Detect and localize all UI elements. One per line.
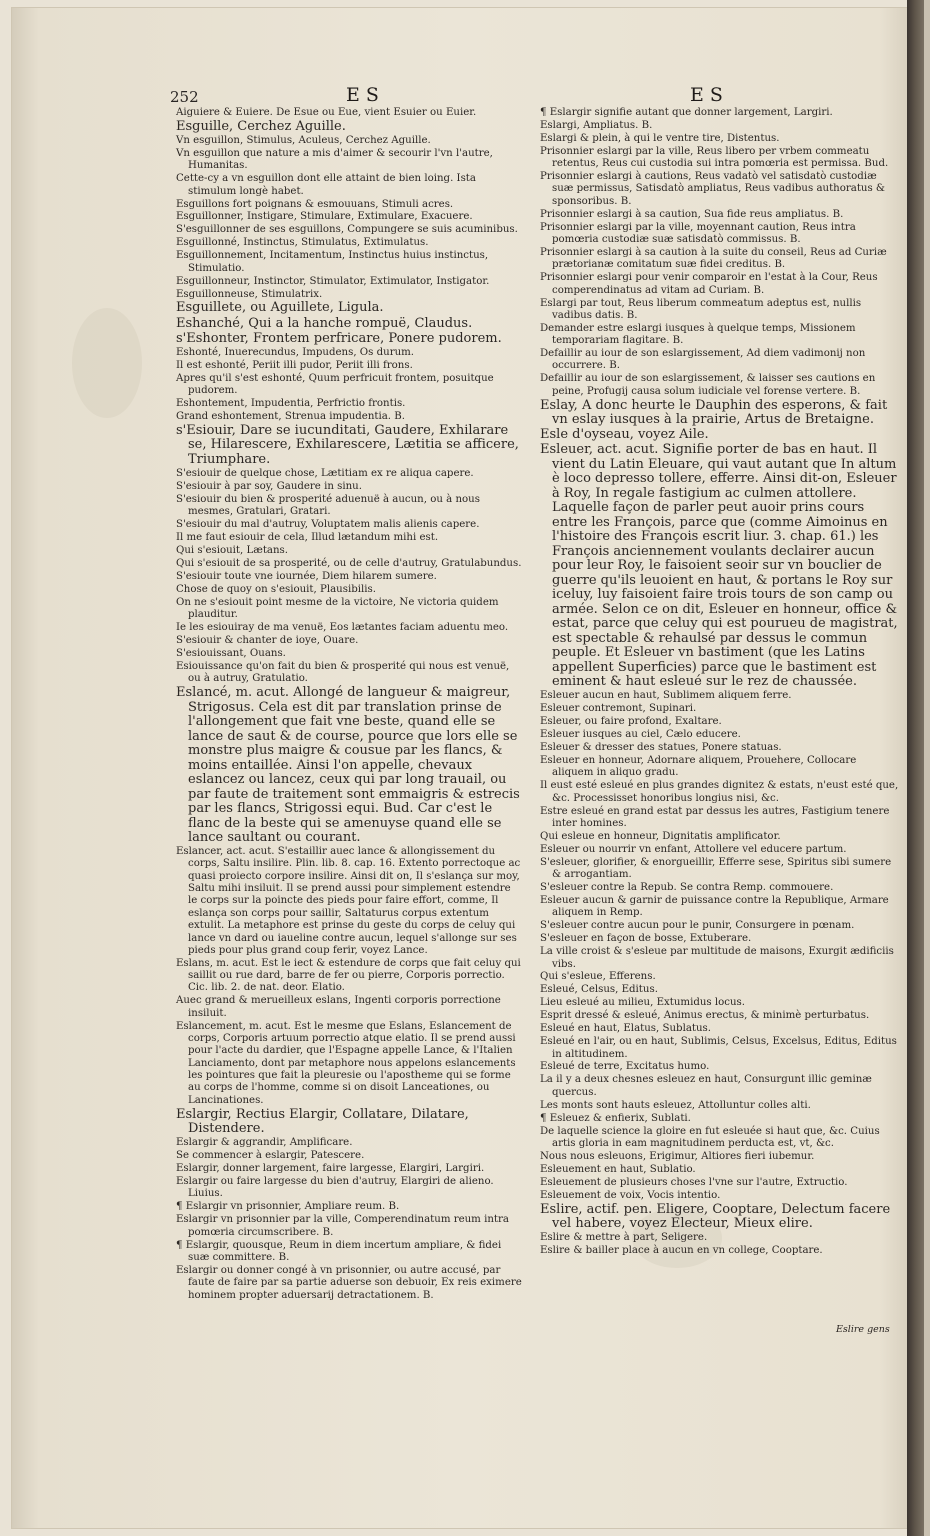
dictionary-entry: De laquelle science la gloire en fut esleuée si haut que, &c. Cuius artis gloria in eam magnitudinem perducta est, vt, &c. [540, 1125, 880, 1149]
dictionary-entry: Eslancé, m. acut. Allongé de langueur & maigreur, Strigosus. Cela est dit par translation prinse de l'allongement que fait vne beste, quand elle se lance de saut & de course, pource que lors elle se monstre plus maigre & cousue par les flancs, & moins entaillée. Ainsi l'on appelle, chevaux eslancez ou lancez, ceux qui par long trauail, ou par faute de traitement sont emmaigris & estrecis par les flancs, Strigossi equi. Bud. Car c'est le flanc de la beste qui se amenuyse quand elle se lance saultant ou courant. [176, 685, 520, 845]
dictionary-entry: Chose de quoy on s'esiouit, Plausibilis. [176, 583, 376, 595]
binding-strip [924, 0, 930, 1536]
dictionary-entry: Vn esguillon que nature a mis d'aimer & secourir l'vn l'autre, Humanitas. [176, 147, 493, 172]
dictionary-entry: Esleué en haut, Elatus, Sublatus. [540, 1023, 712, 1035]
dictionary-entry: Esleuer ou nourrir vn enfant, Attollere vel educere partum. [540, 843, 847, 855]
dictionary-entry: S'esiouir toute vne iournée, Diem hilarem sumere. [176, 570, 437, 582]
dictionary-entry: Auec grand & merueilleux eslans, Ingenti corporis porrectione insiluit. [176, 995, 501, 1019]
dictionary-entry: Eslargi par tout, Reus liberum commeatum adeptus est, nullis vadibus datis. B. [540, 297, 862, 321]
dictionary-entry: Esguillonnement, Incitamentum, Instinctus huius instinctus, Stimulatio. [176, 250, 489, 274]
dictionary-entry: Esleué de terre, Excitatus humo. [540, 1061, 710, 1073]
dictionary-entry: Eshontement, Impudentia, Perfrictio frontis. [176, 397, 406, 409]
dictionary-entry: Esprit dressé & esleué, Animus erectus, & minimè perturbatus. [540, 1010, 870, 1022]
book-binding-edge [907, 0, 930, 1536]
dictionary-entry: Vn esguillon, Stimulus, Aculeus, Cerchez Aguille. [176, 135, 431, 147]
dictionary-entry: s'Esiouir, Dare se iucunditati, Gaudere, Exhilarare se, Hilarescere, Exhilarescere, Lætitia se afficere, Triumphare. [176, 422, 519, 467]
dictionary-entry: S'esiouir du bien & prosperité aduenuë à aucun, ou à nous mesmes, Gratulari, Gratari. [176, 493, 480, 518]
dictionary-entry: Eslargir, Rectius Elargir, Collatare, Dilatare, Distendere. [176, 1106, 469, 1137]
dictionary-entry: Esle d'oyseau, voyez Aile. [540, 427, 709, 443]
dictionary-entry: Esleuer aucun & garnir de puissance contre la Republique, Armare aliquem in Remp. [540, 895, 889, 919]
dictionary-entry: Les monts sont hauts esleuez, Attolluntur colles alti. [540, 1099, 811, 1111]
dictionary-entry: S'esiouir de quelque chose, Lætitiam ex re aliqua capere. [176, 467, 474, 479]
dictionary-entry: Defaillir au iour de son eslargissement, & laisser ses cautions en peine, Profugij causa solum iudiciale vel forense vertere. B. [540, 373, 876, 397]
dictionary-entry: Eslargir ou faire largesse du bien d'autruy, Elargiri de alieno. Liuius. [176, 1176, 494, 1200]
page-number: 252 [170, 88, 199, 106]
dictionary-entry: Cette-cy a vn esguillon dont elle attaint de bien loing. Ista stimulum longè habet. [176, 173, 476, 197]
dictionary-entry: S'esiouissant, Ouans. [176, 647, 286, 659]
dictionary-entry: Esleuement de plusieurs choses l'vne sur l'autre, Extructio. [540, 1176, 848, 1188]
dictionary-entry: Eslancement, m. acut. Est le mesme que Eslans, Eslancement de corps, Corporis artuum porrectio atque elatio. Il se prend aussi pour l'acte du dardier, que l'Espagne appelle Lance, & l'Italien Lanciamento, dont par metaphore nous appelons eslancements les pointures que fait la pleuresie ou l'apostheme qui se forme au corps de l'homme, comme si on disoit Lanceationes, ou Lancinationes. [176, 1020, 516, 1106]
dictionary-entry: Prisonnier eslargi pour venir comparoir en l'estat à la Cour, Reus comperendinatus ad vitam ad Curiam. B. [540, 272, 878, 296]
dictionary-entry: Demander estre eslargi iusques à quelque temps, Missionem temporariam flagitare. B. [540, 322, 856, 347]
dictionary-entry: S'esleuer contre la Repub. Se contra Remp. commouere. [540, 882, 834, 894]
dictionary-entry: Esguillete, ou Aguillete, Ligula. [176, 300, 384, 316]
dictionary-entry: Eslire & mettre à part, Seligere. [540, 1232, 708, 1244]
dictionary-entry: S'esiouir du mal d'autruy, Voluptatem malis alienis capere. [176, 519, 480, 530]
dictionary-entry: Esleuer contremont, Supinari. [540, 703, 697, 715]
running-head-left: ES [346, 84, 385, 106]
left-column [176, 107, 522, 1303]
dictionary-entry: La ville croist & s'esleue par multitude de maisons, Exurgit ædificiis vibs. [540, 946, 894, 970]
dictionary-entry: Esguillonné, Instinctus, Stimulatus, Extimulatus. [176, 237, 429, 249]
dictionary-entry: Eshonté, Inuerecundus, Impudens, Os durum. [176, 346, 415, 358]
dictionary-entry: Esleuer en honneur, Adornare aliquem, Prouehere, Collocare aliquem in aliquo gradu. [540, 755, 857, 779]
dictionary-entry: Prisonnier eslargi par la ville, moyennant caution, Reus intra pomœria custodiæ suæ satisdatò commissus. B. [540, 221, 856, 245]
dictionary-entry: s'Eshonter, Frontem perfricare, Ponere pudorem. [176, 330, 502, 346]
catchword: Eslire gens [836, 1324, 890, 1335]
dictionary-entry: Qui s'esiouit, Lætans. [176, 544, 289, 556]
dictionary-entry: S'esguillonner de ses esguillons, Compungere se suis acuminibus. [176, 224, 518, 236]
dictionary-entry: Apres qu'il s'est eshonté, Quum perfricuit frontem, posuitque pudorem. [176, 372, 494, 396]
dictionary-entry: Nous nous esleuons, Erigimur, Altiores fieri iubemur. [540, 1150, 815, 1162]
dictionary-entry: Esleué en l'air, ou en haut, Sublimis, Celsus, Excelsus, Editus, Editus in altitudinem. [540, 1036, 897, 1060]
dictionary-entry: Lieu esleué au milieu, Extumidus locus. [540, 997, 746, 1009]
dictionary-entry: Se commencer à eslargir, Patescere. [176, 1150, 365, 1162]
dictionary-entry: La il y a deux chesnes esleuez en haut, Consurgunt illic geminæ quercus. [540, 1074, 872, 1098]
dictionary-entry: Estre esleué en grand estat par dessus les autres, Fastigium tenere inter homines. [540, 805, 890, 829]
dictionary-entry: On ne s'esiouit point mesme de la victoire, Ne victoria quidem plauditur. [176, 596, 499, 620]
dictionary-entry: Esleuer, act. acut. Signifie porter de bas en haut. Il vient du Latin Eleuare, qui vaut autant que In altum è loco depresso tollere, efferre. Ainsi dit-on, Esleuer à Roy, In regale fastigium ac culmen attollere. Laquelle façon de parler peut auoir prins cours entre les François, parce que (comme Aimoinus en l'histoire des François escrit liur. 3. chap. 61.) les François anciennement voulants declairer aucun pour leur Roy, le faisoient seoir sur vn bouclier de guerre qu'ils leuoient en haut, & portans le Roy sur iceluy, luy faisoient faire trois tours de son camp ou armée. Selon ce on dit, Esleuer en honneur, office & estat, parce que celuy qui est pourueu de magistrat, est spectable & rehaulsé par dessus le commun peuple. Et Esleuer vn bastiment (que les Latins appellent Superficies) parce que le bastiment est eminent & haut esleué sur le rez de chaussée. [540, 442, 898, 690]
dictionary-entry: S'esleuer, glorifier, & enorgueillir, Efferre sese, Spiritus sibi sumere & arrogantiam. [540, 856, 892, 881]
dictionary-entry: Grand eshontement, Strenua impudentia. B. [176, 410, 406, 422]
dictionary-entry: Prisonnier eslargi à cautions, Reus vadatò vel satisdatò custodiæ suæ permissus, Satisdatò ampliatus, Reus vadibus authoratus & sponsoribus. B. [540, 171, 886, 207]
dictionary-entry: ¶ Esleuez & enfierix, Sublati. [540, 1112, 691, 1124]
dictionary-entry: Eslans, m. acut. Est le iect & estendure de corps que fait celuy qui saillit ou rue dard, barre de fer ou pierre, Corporis porrectio. Cic. lib. 2. de nat. deor. Elatio. [176, 957, 521, 994]
dictionary-entry: Esguillonner, Instigare, Stimulare, Extimulare, Exacuere. [176, 211, 473, 223]
dictionary-entry: Esleué, Celsus, Editus. [540, 984, 658, 996]
dictionary-entry: Il me faut esiouir de cela, Illud lætandum mihi est. [176, 531, 439, 543]
dictionary-entry: Il eust esté esleué en plus grandes dignitez & estats, n'eust esté que, &c. Processisset honoribus longius nisi, &c. [540, 780, 899, 804]
dictionary-entry: Defaillir au iour de son eslargissement, Ad diem vadimonij non occurrere. B. [540, 348, 866, 372]
dictionary-entry: Eshanché, Qui a la hanche rompuë, Claudus. [176, 315, 473, 331]
dictionary-entry: S'esiouir à par soy, Gaudere in sinu. [176, 480, 362, 492]
dictionary-entry: Qui s'esleue, Efferens. [540, 971, 656, 983]
dictionary-entry: Qui s'esiouit de sa prosperité, ou de celle d'autruy, Gratulabundus. [176, 557, 522, 569]
dictionary-entry: Eslargi & plein, à qui le ventre tire, Distentus. [540, 132, 780, 144]
dictionary-entry: Prisonnier eslargi à sa caution à la suite du conseil, Reus ad Curiæ prætorianæ comitatum suæ fidei creditus. B. [540, 246, 887, 271]
dictionary-entry: Eslay, A donc heurte le Dauphin des esperons, & fait vn eslay iusques à la prairie, Artus de Bretaigne. [540, 397, 888, 428]
dictionary-entry: Eslargi, Ampliatus. B. [540, 119, 653, 131]
dictionary-entry: Esleuer, ou faire profond, Exaltare. [540, 716, 722, 728]
dictionary-entry: Esiouissance qu'on fait du bien & prosperité qui nous est venuë, ou à autruy, Gratulatio. [176, 660, 510, 685]
dictionary-entry: Eslire & bailler place à aucun en vn college, Cooptare. [540, 1245, 823, 1257]
dictionary-entry: Prisonnier eslargi à sa caution, Sua fide reus ampliatus. B. [540, 208, 844, 220]
dictionary-entry: Eslargir ou donner congé à vn prisonnier, ou autre accusé, par faute de faire par sa partie aduerse son debuoir, Ex reis eximere hominem propter aduersarij detractationem. B. [176, 1264, 522, 1301]
dictionary-entry: Esleuer aucun en haut, Sublimem aliquem ferre. [540, 690, 792, 702]
running-head-right: ES [690, 84, 729, 106]
dictionary-entry: Esguillonneuse, Stimulatrix. [176, 288, 323, 300]
dictionary-entry: Prisonnier eslargi par la ville, Reus libero per vrbem commeatu retentus, Reus cui custodia sui intra pomœria est permissa. Bud. [540, 145, 889, 170]
dictionary-entry: ¶ Eslargir, quousque, Reum in diem incertum ampliare, & fidei suæ committere. B. [176, 1239, 502, 1263]
dictionary-entry: Esleuement en haut, Sublatio. [540, 1163, 696, 1175]
dictionary-entry: S'esleuer contre aucun pour le punir, Consurgere in pœnam. [540, 920, 855, 932]
dictionary-entry: Esleuer & dresser des statues, Ponere statuas. [540, 742, 782, 754]
dictionary-entry: Eslargir vn prisonnier par la ville, Comperendinatum reum intra pomœria circumscribere. B. [176, 1214, 509, 1238]
dictionary-entry: Ie les esiouiray de ma venuë, Eos lætantes faciam aduentu meo. [176, 621, 509, 633]
dictionary-entry: ¶ Eslargir vn prisonnier, Ampliare reum. B. [176, 1201, 400, 1213]
dictionary-entry: Esleuer iusques au ciel, Cælo educere. [540, 729, 741, 741]
dictionary-entry: Eslire, actif. pen. Eligere, Cooptare, Delectum facere vel habere, voyez Electeur, Mieux elire. [540, 1201, 891, 1232]
dictionary-entry: Qui esleue en honneur, Dignitatis amplificator. [540, 830, 781, 842]
dictionary-entry: Eslancer, act. acut. S'estaillir auec lance & allongissement du corps, Saltu insilire. Plin. lib. 8. cap. 16. Extento porrectoque ac quasi proiecto corpore insilire. Ainsi dit on, Il s'eslança sur moy, Saltu mihi insiluit. Il se prend aussi pour simplement estendre le corps sur la poincte des pieds pour faire effort, comme, Il eslança son corps pour saillir, Saltaturus corpus extentum extulit. La metaphore est prinse du geste du corps de celuy qui lance vn dard ou iaueline contre aucun, lequel s'allonge sur ses pieds pour plus grand coup ferir, voyez Lance. [176, 846, 521, 956]
dictionary-entry: Esguillonneur, Instinctor, Stimulator, Extimulator, Instigator. [176, 275, 490, 287]
dictionary-entry: S'esleuer en façon de bosse, Extuberare. [540, 933, 752, 945]
dictionary-entry: Esguille, Cerchez Aguille. [176, 118, 346, 134]
dictionary-entry: Il est eshonté, Periit illi pudor, Periit illi frons. [176, 359, 413, 371]
right-column [540, 107, 900, 1258]
dictionary-entry: Eslargir & aggrandir, Amplificare. [176, 1137, 353, 1149]
dictionary-entry: Esguillons fort poignans & esmouuans, Stimuli acres. [176, 198, 454, 210]
dictionary-entry: Esleuement de voix, Vocis intentio. [540, 1189, 721, 1201]
dictionary-entry: Eslargir, donner largement, faire largesse, Elargiri, Largiri. [176, 1163, 485, 1175]
dictionary-entry: Aiguiere & Euiere. De Esue ou Eue, vient Esuier ou Euier. [176, 107, 477, 118]
paper-stain [72, 308, 142, 418]
dictionary-entry: ¶ Eslargir signifie autant que donner largement, Largiri. [540, 107, 833, 118]
dictionary-entry: S'esiouir & chanter de ioye, Ouare. [176, 634, 359, 646]
